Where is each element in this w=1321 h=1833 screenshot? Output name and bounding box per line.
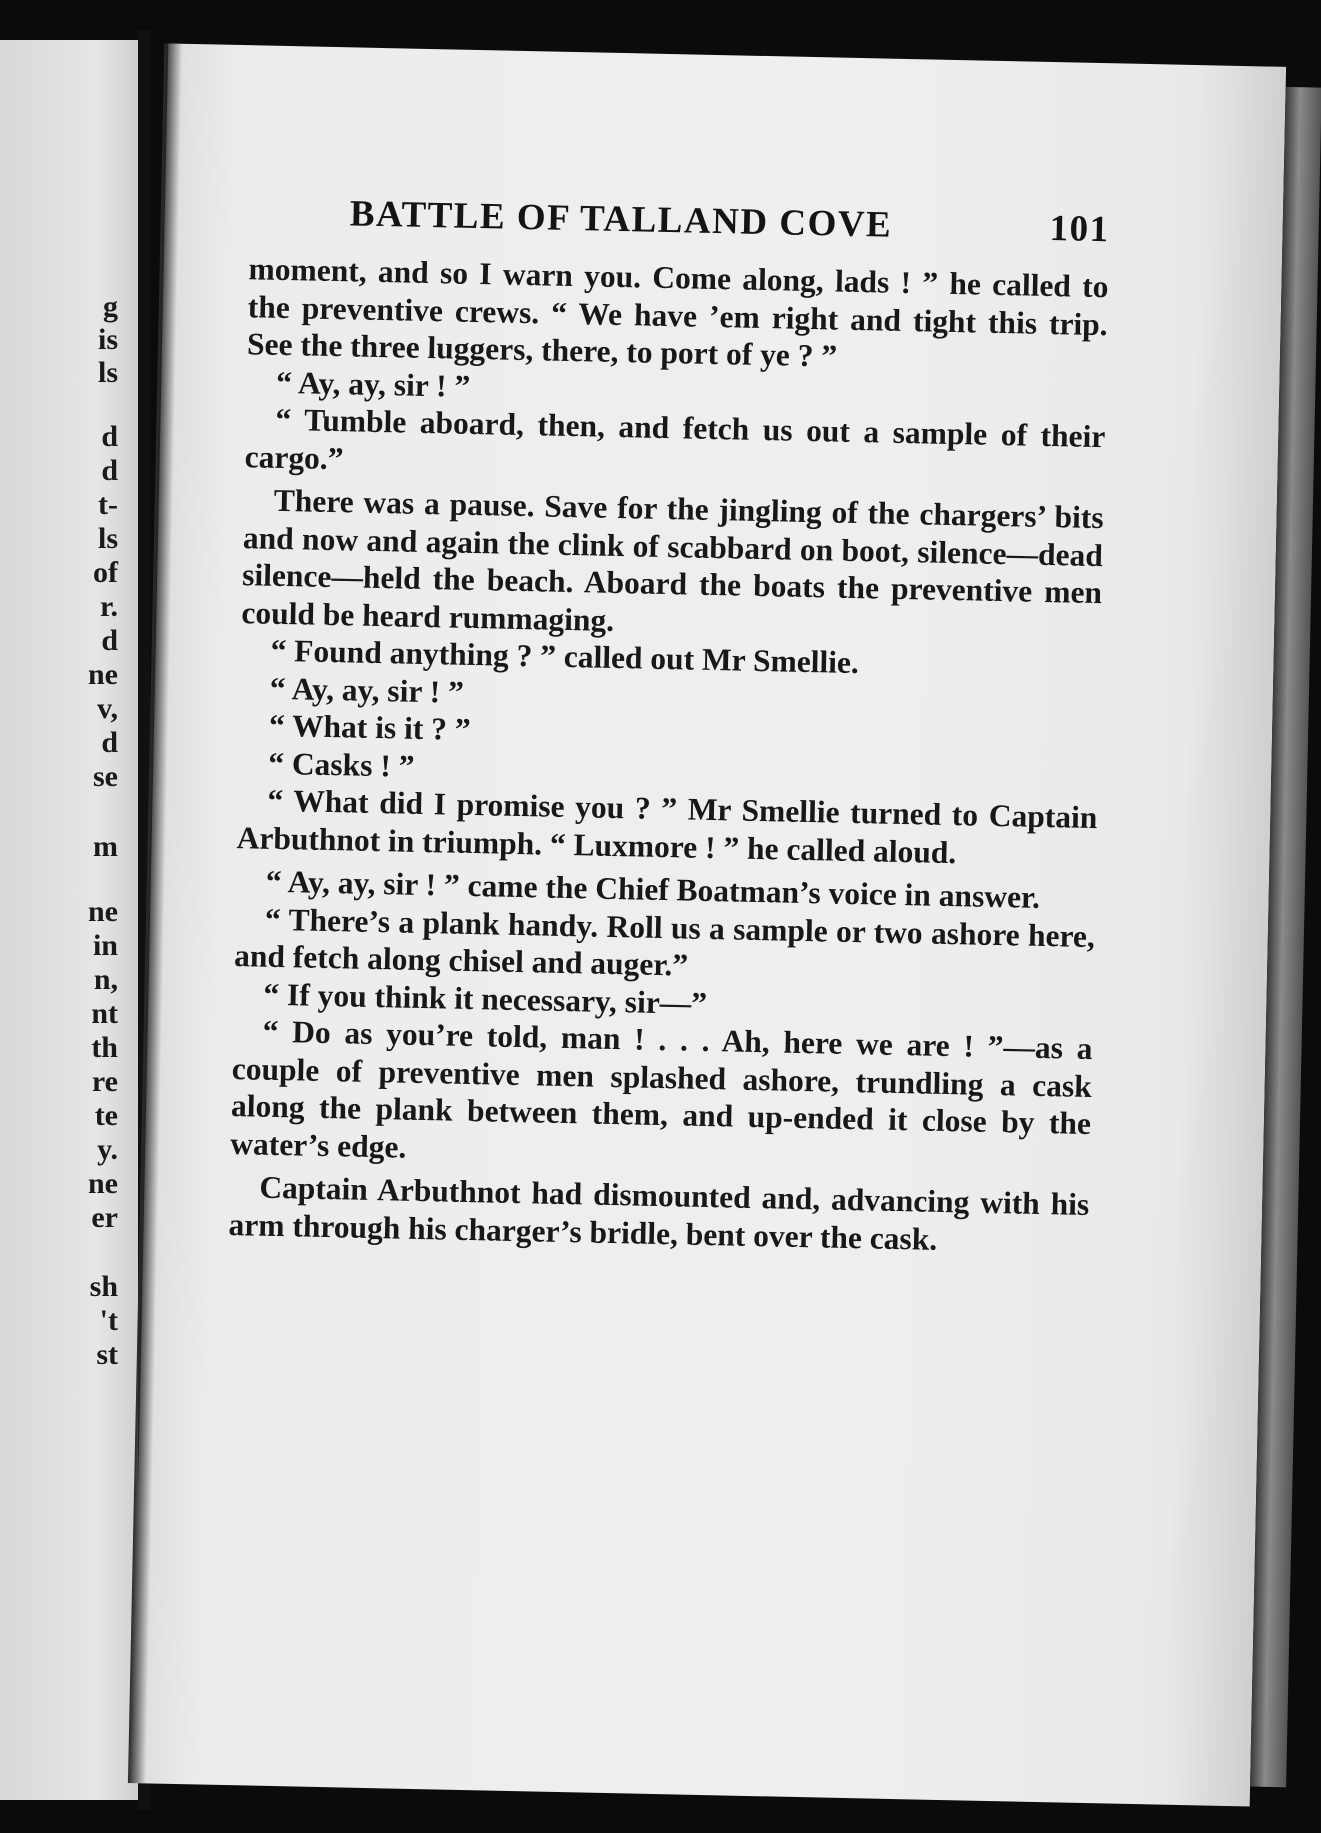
previous-page-fragment: is xyxy=(97,323,118,356)
paragraph: “ Ay, ay, sir ! ” came the Chief Boatman’s voice in answer. xyxy=(265,863,1041,915)
running-head-title: BATTLE OF TALLAND COVE xyxy=(349,193,893,246)
previous-page-fragment: t- xyxy=(98,488,118,521)
paragraph: “ Ay, ay, sir ! ” xyxy=(269,670,465,710)
previous-page-fragment: ne xyxy=(88,658,118,691)
previous-page-fragment: re xyxy=(91,1065,118,1098)
paragraph: “ What is it ? ” xyxy=(268,707,471,747)
previous-page-fragment: ne xyxy=(88,1167,118,1200)
paragraph: “ Ay, ay, sir ! ” xyxy=(275,364,471,404)
previous-page-fragment: 't xyxy=(99,1304,118,1337)
paragraph: There was a pause. Save for the jingling of the chargers’ bits and now and again the clink of scabbard on boot, silence—dead silence—held the beach. Aboard the boats the preventive men could be heard rummaging. xyxy=(241,482,1104,638)
paragraph: “ Found anything ? ” called out Mr Smellie. xyxy=(270,632,860,681)
previous-page-fragment: g xyxy=(103,290,118,323)
previous-page-fragment: d xyxy=(101,420,118,453)
previous-page-fragment: se xyxy=(93,760,118,793)
previous-page-fragment: st xyxy=(96,1338,118,1371)
previous-page-fragment: in xyxy=(92,929,118,962)
previous-page-fragment: sh xyxy=(89,1270,118,1303)
paragraph: “ Tumble aboard, then, and fetch us out a sample of their cargo.” xyxy=(244,401,1106,476)
paragraph: “ Casks ! ” xyxy=(267,745,415,784)
book-page xyxy=(132,43,1286,1806)
page-body-text xyxy=(228,250,1109,1261)
page-number: 101 xyxy=(1049,207,1111,251)
previous-page-fragment: d xyxy=(101,726,118,759)
paragraph: “ There’s a plank handy. Roll us a sample or two ashore here, and fetch along chisel and auger.” xyxy=(233,901,1096,983)
previous-page-fragment: y. xyxy=(97,1133,118,1166)
paragraph: “ If you think it necessary, sir—” xyxy=(263,976,708,1021)
previous-page-edge xyxy=(0,40,140,1800)
previous-page-fragment: nt xyxy=(91,997,118,1030)
previous-page-fragment: d xyxy=(101,454,118,487)
previous-page-fragment: er xyxy=(91,1201,118,1234)
paragraph: “ Do as you’re told, man ! . . . Ah, here we are ! ”—as a couple of preventive men splashed ashore, trundling a cask along the plank between them, and up-ended it close by the water’s edge. xyxy=(229,1013,1093,1165)
paragraph: “ What did I promise you ? ” Mr Smellie turned to Captain Arbuthnot in triumph. “ Luxmore ! ” he called aloud. xyxy=(236,782,1098,870)
previous-page-fragment: m xyxy=(93,830,118,863)
previous-page-fragment: n, xyxy=(93,963,118,996)
previous-page-fragment: r. xyxy=(99,590,118,623)
previous-page-fragment: ne xyxy=(88,895,118,928)
previous-page-fragment: ls xyxy=(97,522,118,555)
running-head xyxy=(349,192,1110,251)
previous-page-fragment: ls xyxy=(97,356,118,389)
paragraph: Captain Arbuthnot had dismounted and, advancing with his arm through his charger’s bridle, bent over the cask. xyxy=(228,1169,1090,1257)
previous-page-fragment: v, xyxy=(97,692,118,725)
previous-page-fragment: te xyxy=(94,1099,118,1132)
previous-page-fragment: of xyxy=(93,556,118,589)
paragraph: moment, and so I warn you. Come along, lads ! ” he called to the preventive crews. “ We have ’em right and tight this trip. See the three luggers, there, to port of ye ? ” xyxy=(246,251,1109,374)
previous-page-fragment: d xyxy=(101,624,118,657)
previous-page-fragment: th xyxy=(91,1031,118,1064)
book-cover-edge xyxy=(1250,87,1321,1787)
